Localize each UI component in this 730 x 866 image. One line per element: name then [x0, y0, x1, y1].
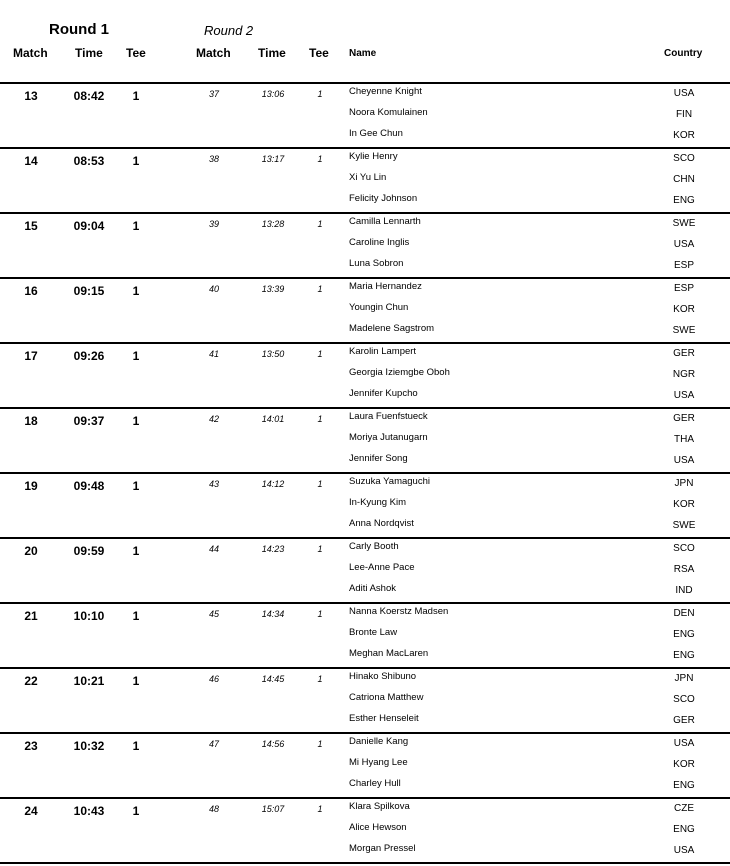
player-country: GER: [673, 348, 695, 359]
player-country: ENG: [673, 824, 695, 835]
round1-tee: 1: [132, 804, 140, 818]
r1-tee-header: Tee: [126, 46, 146, 60]
round2-match-number: 43: [208, 479, 219, 489]
round1-tee: 1: [132, 349, 140, 363]
player-name: Suzuka Yamaguchi: [349, 476, 430, 487]
player-country: CZE: [674, 803, 694, 814]
player-country: GER: [673, 715, 695, 726]
round2-tee-time: 13:50: [261, 349, 285, 359]
player-name: Carly Booth: [349, 541, 399, 552]
round1-match-number: 23: [24, 739, 38, 753]
round1-tee: 1: [132, 414, 140, 428]
round2-tee-time: 14:56: [261, 739, 285, 749]
player-country: KOR: [673, 130, 695, 141]
round2-tee: 1: [317, 154, 323, 164]
tee-time-group: [0, 604, 730, 669]
round2-tee: 1: [317, 674, 323, 684]
player-country: DEN: [673, 608, 695, 619]
player-country: JPN: [674, 673, 694, 684]
round2-match-number: 46: [208, 674, 219, 684]
player-name: Lee-Anne Pace: [349, 562, 415, 573]
player-country: USA: [673, 738, 695, 749]
player-name: Caroline Inglis: [349, 237, 410, 248]
round1-tee: 1: [132, 739, 140, 753]
player-name: Noora Komulainen: [349, 107, 428, 118]
tee-time-group: [0, 734, 730, 799]
player-country: SCO: [673, 153, 695, 164]
r1-time-header: Time: [75, 46, 103, 60]
round2-tee: 1: [317, 349, 323, 359]
player-country: IND: [675, 585, 693, 596]
round1-tee: 1: [132, 544, 140, 558]
player-country: USA: [673, 845, 695, 856]
round2-tee-time: 13:28: [261, 219, 285, 229]
player-name: Klara Spilkova: [349, 801, 410, 812]
player-country: SWE: [672, 325, 696, 336]
tee-time-group: [0, 214, 730, 279]
player-country: USA: [673, 88, 695, 99]
round2-match-number: 40: [208, 284, 219, 294]
round2-tee: 1: [317, 479, 323, 489]
player-name: Meghan MacLaren: [349, 648, 429, 659]
player-name: Anna Nordqvist: [349, 518, 414, 529]
round2-tee-time: 14:01: [261, 414, 285, 424]
round2-match-number: 41: [208, 349, 219, 359]
tee-time-group: [0, 344, 730, 409]
round1-match-number: 24: [24, 804, 38, 818]
player-name: Maria Hernandez: [349, 281, 422, 292]
round2-match-number: 39: [208, 219, 219, 229]
player-name: Cheyenne Knight: [349, 86, 422, 97]
r2-tee-header: Tee: [309, 46, 329, 60]
player-name: Kylie Henry: [349, 151, 398, 162]
round1-match-number: 17: [24, 349, 38, 363]
player-name: Bronte Law: [349, 627, 398, 638]
tee-time-group: [0, 539, 730, 604]
player-name: Felicity Johnson: [349, 193, 418, 204]
round1-tee-time: 08:42: [73, 89, 105, 103]
round2-tee: 1: [317, 284, 323, 294]
player-country: NGR: [672, 369, 696, 380]
round1-match-number: 19: [24, 479, 38, 493]
tee-time-group: [0, 149, 730, 214]
player-name: In Gee Chun: [349, 128, 403, 139]
player-country: KOR: [673, 499, 695, 510]
player-country: JPN: [674, 478, 694, 489]
player-name: Laura Fuenfstueck: [349, 411, 428, 422]
round2-match-number: 42: [208, 414, 219, 424]
round1-tee-time: 10:43: [73, 804, 105, 818]
name-header: Name: [349, 48, 377, 59]
country-header: Country: [664, 48, 703, 59]
r2-time-header: Time: [258, 46, 286, 60]
round2-tee-time: 14:45: [261, 674, 285, 684]
player-name: Nanna Koerstz Madsen: [349, 606, 449, 617]
player-name: Esther Henseleit: [349, 713, 419, 724]
round1-tee: 1: [132, 479, 140, 493]
player-country: ENG: [673, 650, 695, 661]
player-name: Moriya Jutanugarn: [349, 432, 428, 443]
player-country: KOR: [673, 759, 695, 770]
player-country: ESP: [673, 283, 694, 294]
round1-tee-time: 09:48: [73, 479, 105, 493]
player-country: RSA: [673, 564, 695, 575]
round1-match-number: 18: [24, 414, 38, 428]
tee-time-group: [0, 84, 730, 149]
player-country: CHN: [673, 174, 695, 185]
round2-match-number: 37: [208, 89, 219, 99]
round1-tee: 1: [132, 219, 140, 233]
round1-match-number: 21: [24, 609, 38, 623]
round1-tee-time: 08:53: [73, 154, 105, 168]
tee-time-group: [0, 279, 730, 344]
round2-tee: 1: [317, 414, 323, 424]
round2-tee-time: 14:12: [261, 479, 285, 489]
round1-tee: 1: [132, 284, 140, 298]
round1-tee-time: 09:15: [73, 284, 105, 298]
player-name: Luna Sobron: [349, 258, 404, 269]
player-country: SCO: [673, 543, 695, 554]
round1-tee: 1: [132, 154, 140, 168]
r1-match-header: Match: [13, 46, 48, 60]
round2-tee-time: 13:39: [261, 284, 285, 294]
round1-tee-time: 10:10: [73, 609, 105, 623]
round1-tee: 1: [132, 674, 140, 688]
round2-heading: Round 2: [204, 23, 254, 38]
round2-tee-time: 15:07: [261, 804, 285, 814]
player-name: Alice Hewson: [349, 822, 407, 833]
player-name: Mi Hyang Lee: [349, 757, 408, 768]
round1-match-number: 13: [24, 89, 38, 103]
round1-match-number: 15: [24, 219, 38, 233]
round1-match-number: 22: [24, 674, 38, 688]
round1-tee-time: 09:59: [73, 544, 105, 558]
player-country: GER: [673, 413, 695, 424]
tee-time-group: [0, 409, 730, 474]
tee-time-group: [0, 799, 730, 864]
player-country: KOR: [673, 304, 695, 315]
player-country: SWE: [672, 520, 696, 531]
round2-tee-time: 13:17: [261, 154, 285, 164]
player-name: Youngin Chun: [349, 302, 409, 313]
round2-tee: 1: [317, 804, 323, 814]
round2-match-number: 38: [208, 154, 219, 164]
player-country: SCO: [673, 694, 695, 705]
round2-match-number: 45: [208, 609, 219, 619]
round1-tee-time: 10:21: [73, 674, 105, 688]
player-country: USA: [673, 455, 695, 466]
round2-tee-time: 14:34: [261, 609, 285, 619]
round2-match-number: 44: [208, 544, 219, 554]
player-country: ESP: [673, 260, 694, 271]
round2-tee: 1: [317, 89, 323, 99]
player-name: Catriona Matthew: [349, 692, 424, 703]
round1-tee: 1: [132, 609, 140, 623]
player-name: Jennifer Kupcho: [349, 388, 418, 399]
tee-time-list: [0, 84, 730, 864]
player-name: Georgia Iziemgbe Oboh: [349, 367, 450, 378]
player-country: ENG: [673, 195, 695, 206]
player-country: SWE: [672, 218, 696, 229]
round1-heading: Round 1: [49, 21, 109, 38]
round1-tee-time: 10:32: [73, 739, 105, 753]
player-name: Danielle Kang: [349, 736, 409, 747]
round1-match-number: 20: [24, 544, 38, 558]
player-name: Charley Hull: [349, 778, 401, 789]
player-name: Morgan Pressel: [349, 843, 416, 854]
round2-tee: 1: [317, 544, 323, 554]
round1-match-number: 16: [24, 284, 38, 298]
player-name: Xi Yu Lin: [349, 172, 387, 183]
round2-tee: 1: [317, 739, 323, 749]
player-country: ENG: [673, 629, 695, 640]
round2-tee-time: 13:06: [261, 89, 285, 99]
round2-tee: 1: [317, 219, 323, 229]
round2-match-number: 47: [208, 739, 219, 749]
r2-match-header: Match: [196, 46, 231, 60]
round1-tee-time: 09:26: [73, 349, 105, 363]
player-name: In-Kyung Kim: [349, 497, 407, 508]
player-name: Madelene Sagstrom: [349, 323, 435, 334]
player-name: Karolin Lampert: [349, 346, 417, 357]
player-country: FIN: [675, 109, 693, 120]
round1-tee-time: 09:37: [73, 414, 105, 428]
tee-time-group: [0, 669, 730, 734]
round2-match-number: 48: [208, 804, 219, 814]
player-country: THA: [674, 434, 694, 445]
round1-tee-time: 09:04: [73, 219, 105, 233]
round1-tee: 1: [132, 89, 140, 103]
player-country: ENG: [673, 780, 695, 791]
player-name: Camilla Lennarth: [349, 216, 421, 227]
round2-tee: 1: [317, 609, 323, 619]
tee-time-group: [0, 474, 730, 539]
player-name: Jennifer Song: [349, 453, 408, 464]
player-country: USA: [673, 390, 695, 401]
round1-match-number: 14: [24, 154, 38, 168]
player-country: USA: [673, 239, 695, 250]
round2-tee-time: 14:23: [261, 544, 285, 554]
player-name: Aditi Ashok: [349, 583, 396, 594]
player-name: Hinako Shibuno: [349, 671, 417, 682]
